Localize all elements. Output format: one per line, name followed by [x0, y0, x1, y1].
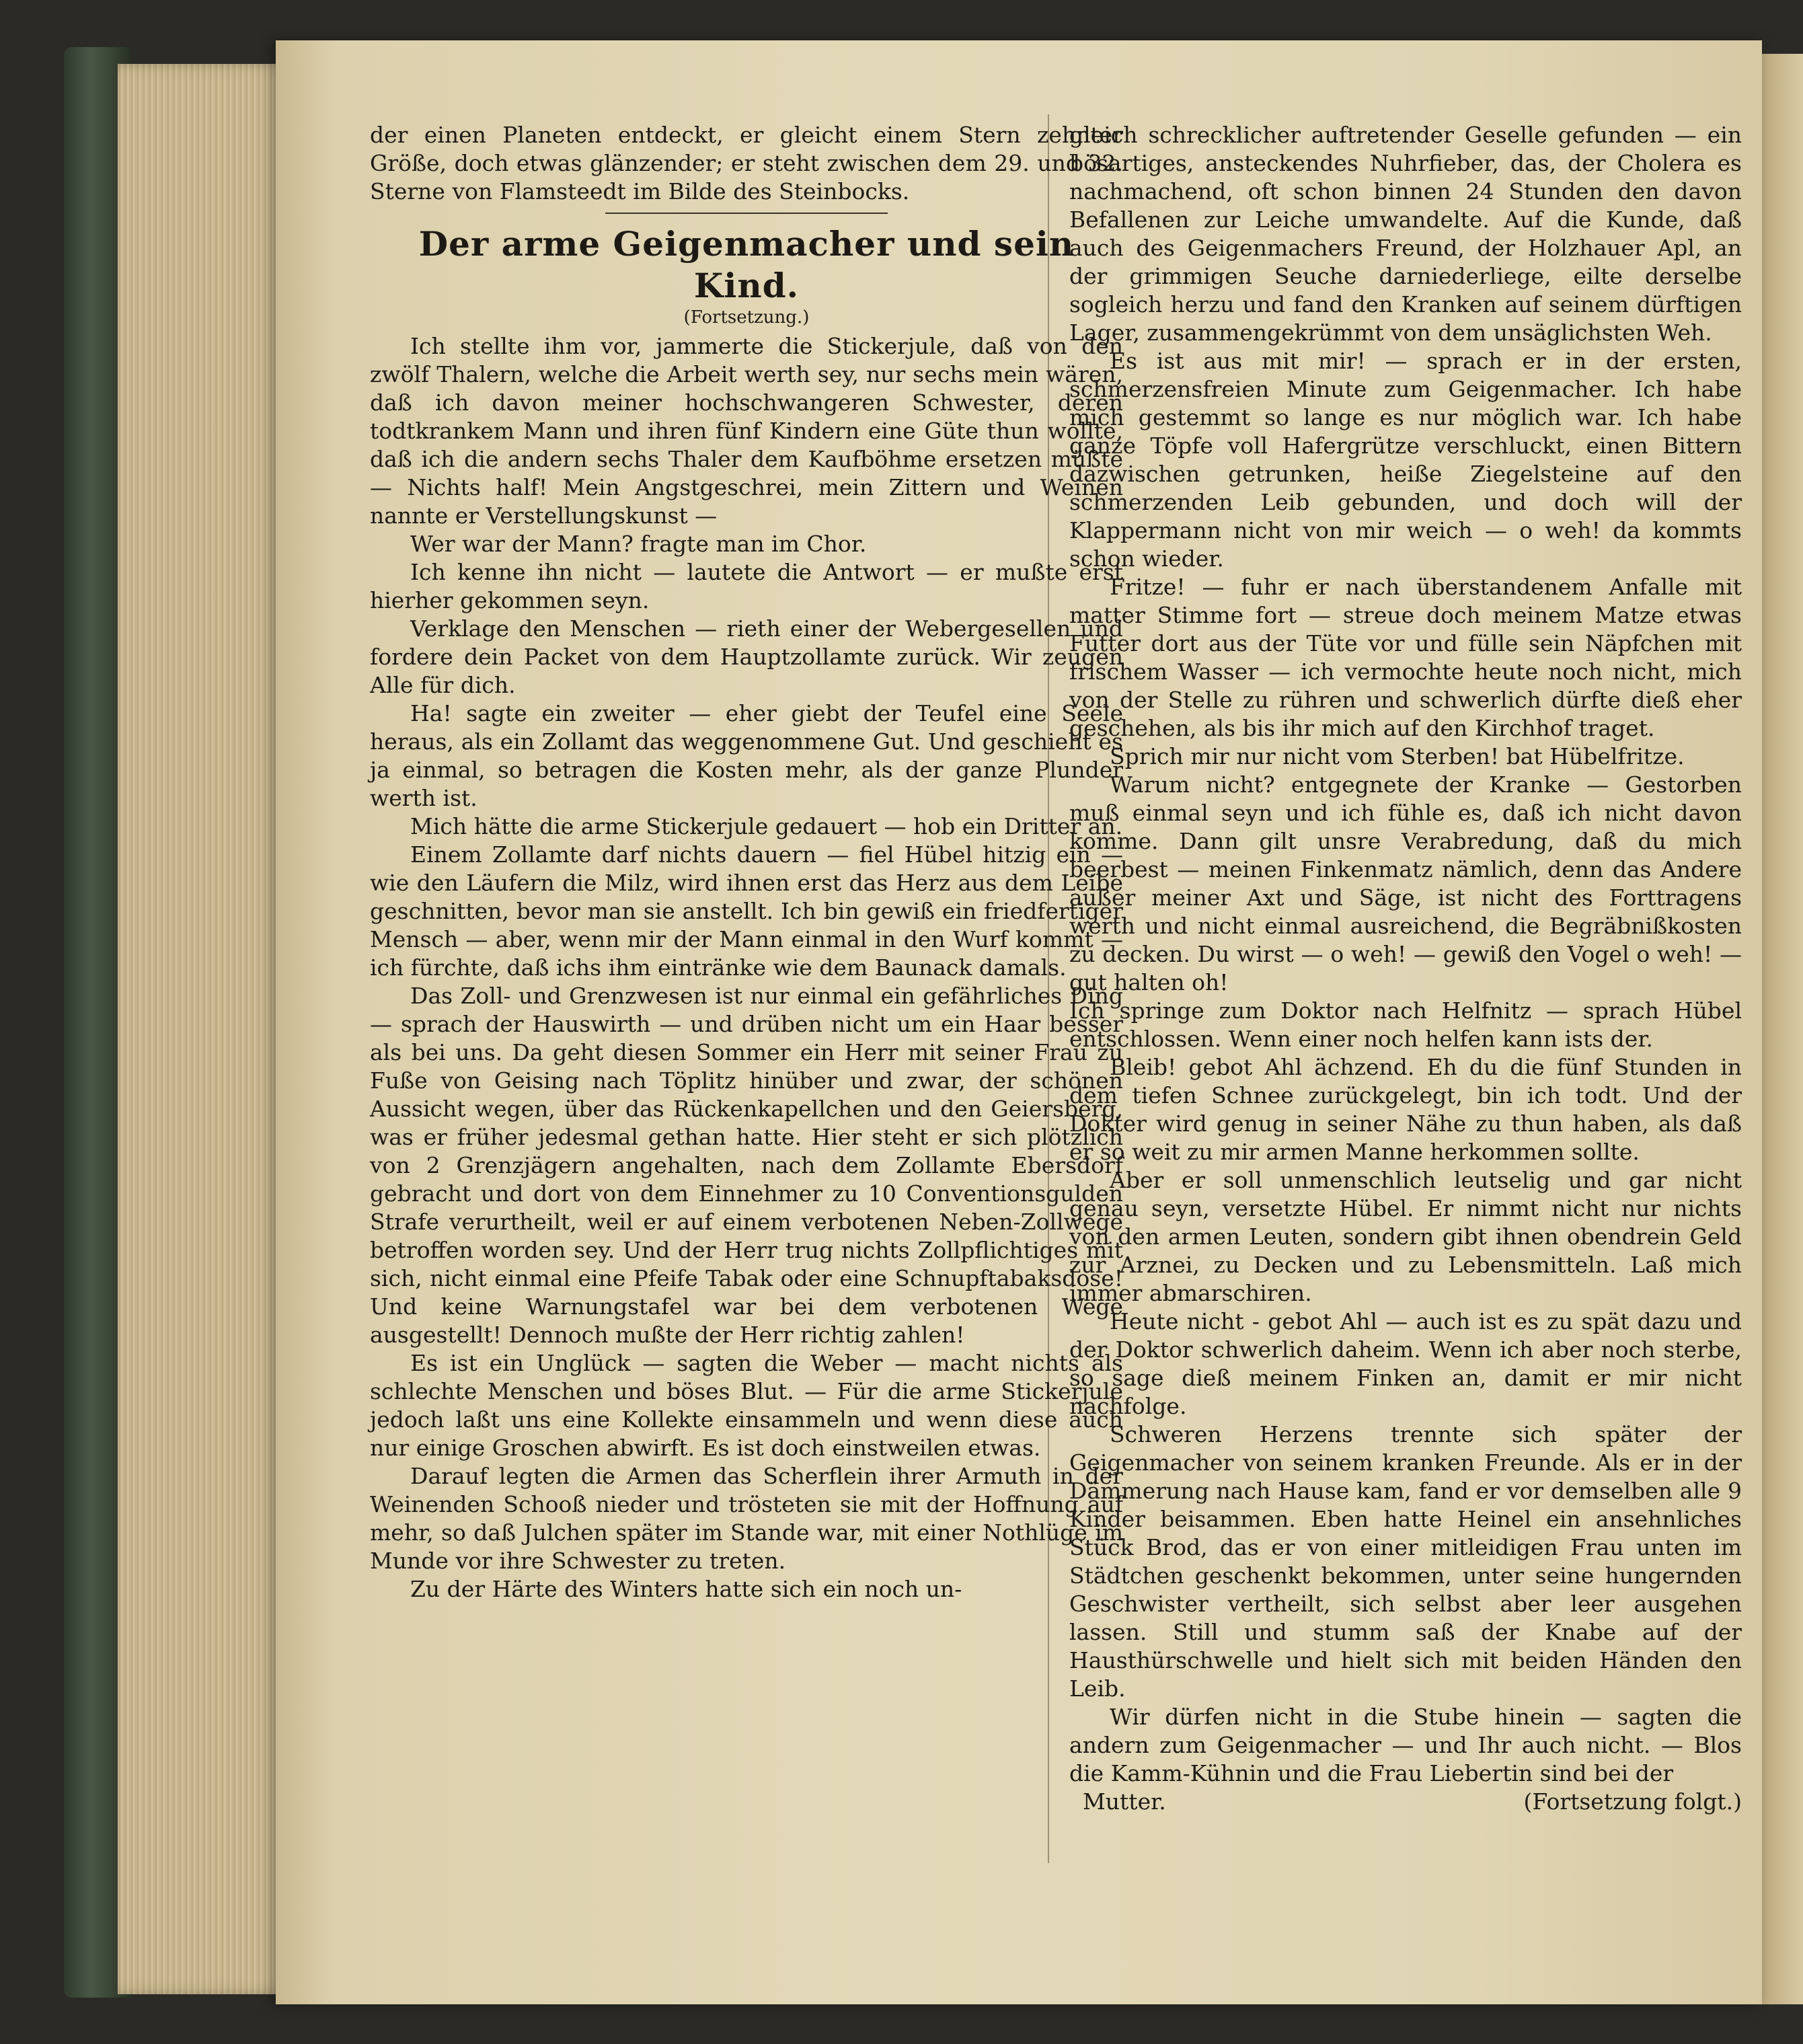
paragraph: Ha! sagte ein zweiter — eher giebt der Teufel eine Seele heraus, als ein Zollamt das weggenommene Gut. Und geschieht es ja einmal, so betragen die Kosten mehr, als der ganze Plunder werth ist.	[370, 700, 1123, 811]
paragraph: Aber er soll unmenschlich leutselig und gar nicht genau seyn, versetzte Hübel. Er nimmt nicht nur nichts von den armen Leuten, sondern gibt ihnen obendrein Geld zur Arznei, zu Decken und zu Lebensmitteln. Laß mich immer abmarschiren.	[1069, 1167, 1742, 1306]
paragraph: Ich kenne ihn nicht — lautete die Antwort — er mußte erst hierher gekommen seyn.	[370, 559, 1123, 613]
paragraph: Schweren Herzens trennte sich später der Geigenmacher von seinem kranken Freunde. Als er in der Dämmerung nach Hause kam, fand er vor demselben alle 9 Kinder beisammen. Eben hatte Heinel ein ansehnliches Stück Brod, das er von einer mitleidigen Frau unten im Städtchen geschenkt bekommen, unter seine hungernden Geschwister vertheilt, sich selbst aber leer ausgehen lassen. Still und stumm saß der Knabe auf der Hausthürschwelle und hielt sich mit beiden Händen den Leib.	[1069, 1421, 1742, 1702]
paragraph: Einem Zollamte darf nichts dauern — fiel Hübel hitzig ein — wie den Läufern die Milz, wird ihnen erst das Herz aus dem Leibe geschnitten, bevor man sie anstellt. Ich bin gewiß ein friedfertiger Mensch — aber, wenn mir der Mann einmal in den Wurf kommt — ich fürchte, daß ichs ihm eintränke wie dem Baunack damals.	[370, 841, 1123, 981]
paragraph: Es ist ein Unglück — sagten die Weber — macht nichts als schlechte Menschen und böses Blut. — Für die arme Stickerjule jedoch laßt uns eine Kollekte einsammeln und wenn diese auch nur einige Groschen abwirft. Es ist doch einstweilen etwas.	[370, 1350, 1123, 1461]
paragraph: Das Zoll- und Grenzwesen ist nur einmal ein gefährliches Ding — sprach der Hauswirth — und drüben nicht um ein Haar besser als bei uns. Da geht diesen Sommer ein Herr mit seiner Frau zu Fuße von Geising nach Töplitz hinüber und zwar, der schönen Aussicht wegen, über das Rückenkapellchen und den Geiersberg, was er früher jedesmal gethan hatte. Hier steht er sich plötzlich von 2 Grenzjägern angehalten, nach dem Zollamte Ebersdorf gebracht und dort von dem Einnehmer zu 10 Conventionsgulden Strafe verurtheilt, weil er auf einem verbotenen Neben-Zollwege betroffen worden sey. Und der Herr trug nichts Zollpflichtiges mit sich, nicht einmal eine Pfeife Tabak oder eine Schnupftabaksdose! Und keine Warnungstafel war bei dem verbotenen Wege ausgestellt! Dennoch mußte der Herr richtig zahlen!	[370, 983, 1123, 1348]
paragraph: Darauf legten die Armen das Scherflein ihrer Armuth in der Weinenden Schooß nieder und trösteten sie mit der Hoffnung auf mehr, so daß Julchen später im Stande war, mit einer Nothlüge im Munde vor ihre Schwester zu treten.	[370, 1463, 1123, 1574]
paragraph: Wir dürfen nicht in die Stube hinein — sagten die andern zum Geigenmacher — und Ihr auch nicht. — Blos die Kamm-Kühnin und die Frau Liebertin sind bei der	[1069, 1704, 1742, 1786]
paragraph: Bleib! gebot Ahl ächzend. Eh du die fünf Stunden in dem tiefen Schnee zurückgelegt, bin ich todt. Und der Dokter wird genug in seiner Nähe zu thun haben, als daß er so weit zu mir armen Manne herkommen sollte.	[1069, 1054, 1742, 1165]
paragraph: Mich hätte die arme Stickerjule gedauert — hob ein Dritter an.	[410, 813, 1123, 839]
paragraph: Zu der Härte des Winters hatte sich ein noch un-	[410, 1576, 962, 1602]
signoff-line	[1069, 1788, 1742, 1816]
paragraph: Sprich mir nur nicht vom Sterben! bat Hübelfritze.	[1110, 743, 1685, 769]
article-title: Der arme Geigenmacher und sein Kind.	[418, 224, 1075, 305]
left-column	[370, 121, 1123, 1603]
paragraph: Fritze! — fuhr er nach überstandenem Anfalle mit matter Stimme fort — streue doch meinem Matze etwas Futter dort aus der Tüte vor und fülle sein Näpfchen mit frischem Wasser — ich vermochte heute noch nicht, mich von der Stelle zu rühren und schwerlich dürfte dieß eher geschehen, als bis ihr mich auf den Kirchhof traget.	[1069, 574, 1742, 741]
paragraph: Es ist aus mit mir! — sprach er in der ersten, schmerzensfreien Minute zum Geigenmacher. Ich habe mich gestemmt so lange es nur möglich war. Ich habe ganze Töpfe voll Hafergrütze verschluckt, einen Bittern dazwischen getrunken, heiße Ziegelsteine auf den schmerzenden Leib gebunden, und doch will der Klappermann nicht von mir weich — o weh! da kommts schon wieder.	[1069, 348, 1742, 572]
paragraph: gleich schrecklicher auftretender Geselle gefunden — ein bösartiges, ansteckendes Nuhrfieber, das, der Cholera es nachmachend, oft schon binnen 24 Stunden den davon Befallenen zur Leiche umwandelte. Auf die Kunde, daß auch des Geigenmachers Freund, der Holzhauer Apl, an der grimmigen Seuche darniederliege, eilte derselbe sogleich herzu und fand den Kranken auf seinem dürftigen Lager, zusammengekrümmt von dem unsäglichsten Weh.	[1069, 122, 1742, 346]
intro-text: der einen Planeten entdeckt, er gleicht einem Stern zehnter Größe, doch etwas glänzender; er steht zwischen dem 29. und 32. Sterne von Flamsteedt im Bilde des Steinbocks.	[370, 122, 1123, 204]
paragraph: Warum nicht? entgegnete der Kranke — Gestorben muß einmal seyn und ich fühle es, daß ich nicht davon komme. Dann gilt unsre Verabredung, daß du mich beerbest — meinen Finkenmatz nämlich, denn das Andere außer meiner Axt und Säge, ist nicht des Forttragens werth und nicht einmal ausreichend, die Begräbnißkosten zu decken. Du wirst — o weh! — gewiß den Vogel o weh! — gut halten oh!	[1069, 771, 1742, 995]
paragraph: Wer war der Mann? fragte man im Chor.	[410, 531, 867, 557]
facing-page-edge	[1762, 54, 1803, 2004]
page-stack-edges	[118, 64, 293, 1994]
paragraph: Ich springe zum Doktor nach Helfnitz — sprach Hübel entschlossen. Wenn einer noch helfen kann ists der.	[1069, 997, 1742, 1052]
article-subtitle: (Fortsetzung.)	[683, 307, 810, 328]
paragraph: Verklage den Menschen — rieth einer der Webergesellen und fordere dein Packet von dem Hauptzollamte zurück. Wir zeugen Alle für dich.	[370, 615, 1123, 698]
signoff-word: Mutter.	[1083, 1788, 1166, 1815]
section-rule	[605, 213, 888, 214]
continuation-note: (Fortsetzung folgt.)	[1523, 1788, 1742, 1815]
paragraph: Ich stellte ihm vor, jammerte die Stickerjule, daß von den zwölf Thalern, welche die Arbeit werth sey, nur sechs mein wären, daß ich davon meiner hochschwangeren Schwester, deren todtkrankem Mann und ihren fünf Kindern eine Güte thun wollte, daß ich die andern sechs Thaler dem Kaufböhme ersetzen müßte — Nichts half! Mein Angstgeschrei, mein Zittern und Weinen nannte er Verstellungskunst —	[370, 333, 1123, 529]
right-column	[1069, 121, 1742, 1816]
book-page	[276, 40, 1762, 2004]
paragraph: Heute nicht - gebot Ahl — auch ist es zu spät dazu und der Doktor schwerlich daheim. Wenn ich aber noch sterbe, so sage dieß meinem Finken an, damit er mir nicht nachfolge.	[1069, 1308, 1742, 1419]
